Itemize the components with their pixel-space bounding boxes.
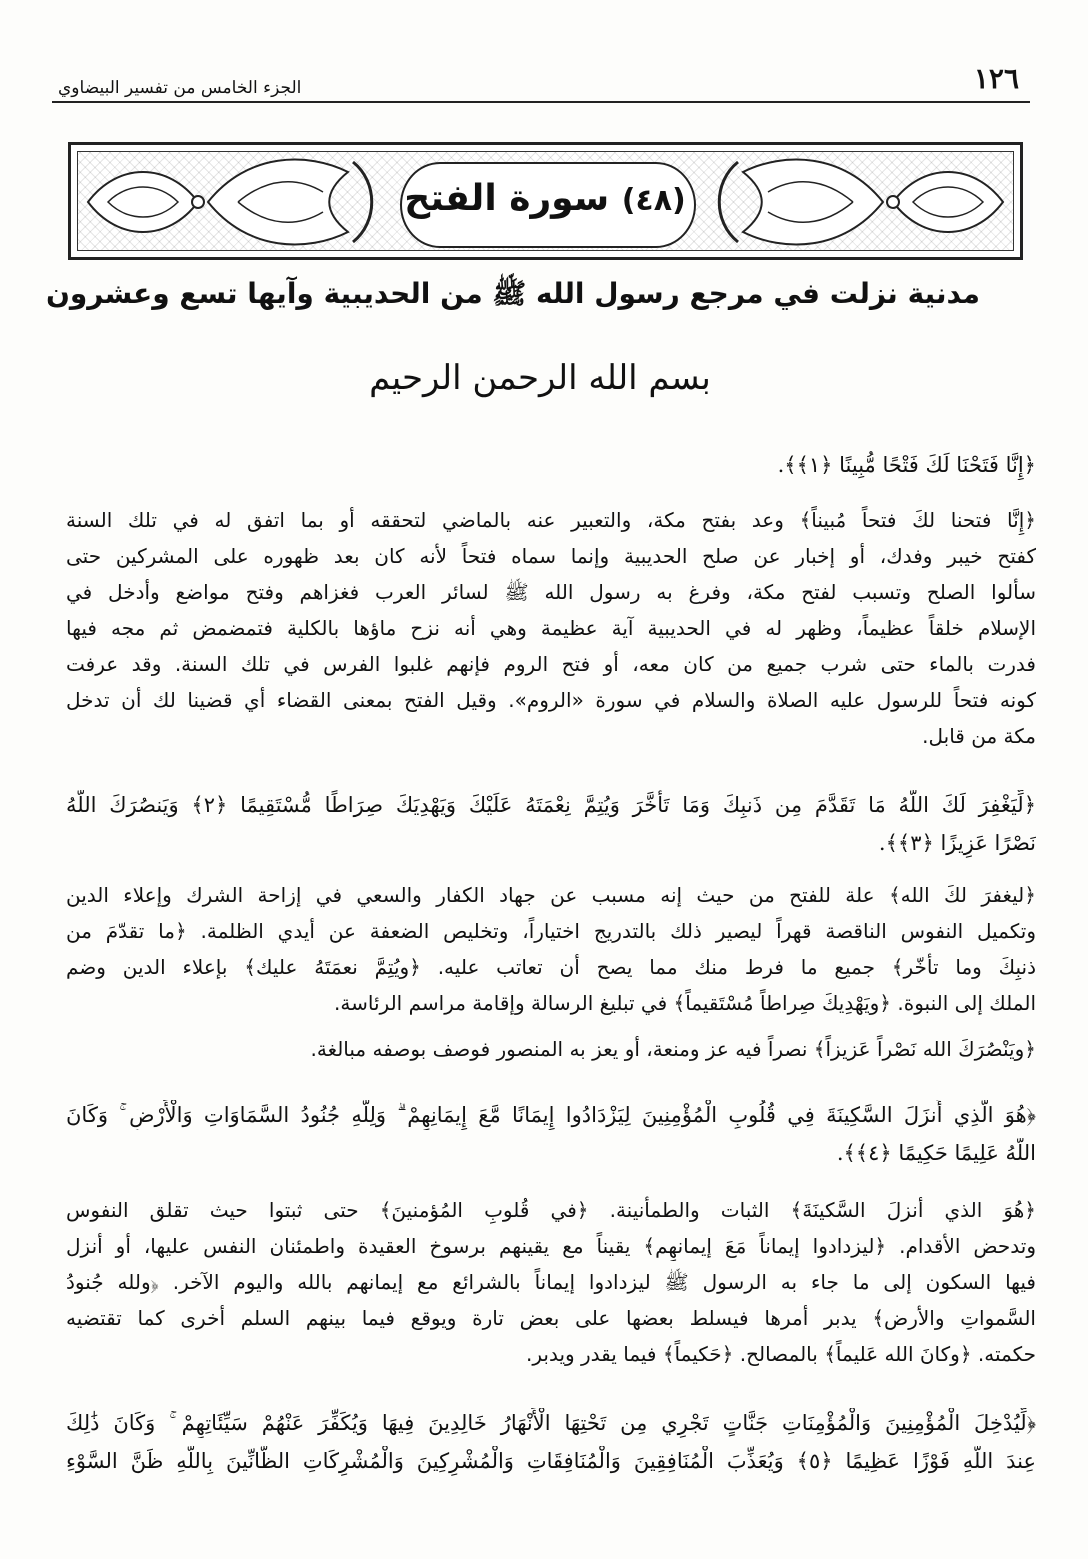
verse-line: ﴿هُوَ الَّذِي أَنزَلَ السَّكِينَةَ فِي قُلُوبِ الْمُؤْمِنِينَ لِيَزْدَادُوا إِيمَانًا مَّعَ إِيمَانِهِمْ ۗ وَلِلَّهِ جُنُودُ السَّمَاوَاتِ وَالْأَرْضِ ۚ وَكَانَ: [66, 1103, 1036, 1127]
surah-subtitle: مدنية نزلت في مرجع رسول الله ﷺ من الحديبية وآيها تسع وعشرون: [45, 277, 980, 310]
commentary-line: الإسلام خلقاً عظيماً، وظهر له في الحديبية آية عظيمة وهي أنه نزح ماؤها بالكلية فتمضمض ثم مجه فيها: [66, 616, 1036, 640]
commentary-line: فيها السكون إلى ما جاء به الرسول ﷺ ليزدادوا إيماناً بالشرائع مع إيمانهم بالله واليوم الآخر. ﴿ولله جُنودُ: [66, 1270, 1036, 1294]
commentary-line: السَّمواتِ والأرض﴾ يدبر أمرها فيسلط بعضها على بعض تارة ويوقع فيما بينهم السلم أخرى كما تقتضيه: [66, 1306, 1036, 1330]
arabesque-ornament-right: [693, 152, 1013, 252]
running-header: [52, 62, 1027, 102]
commentary-line: الملك إلى النبوة. ﴿ويَهْدِيكَ صِراطاً مُسْتَقيماً﴾ في تبليغ الرسالة وإقامة مراسم الرئاسة.: [334, 991, 1036, 1015]
page-number: ١٢٦: [973, 62, 1019, 95]
surah-title: سورة الفتح: [404, 178, 610, 219]
commentary-line: حكمته. ﴿وكانَ الله عَليماً﴾ بالمصالح. ﴿حَكيماً﴾ فيما يقدر ويدبر.: [525, 1342, 1036, 1366]
commentary-line: سألوا الصلح وتسبب لفتح مكة، وفرغ به رسول الله ﷺ لسائر العرب فغزاهم وفتح مواضع وأدخل في: [66, 580, 1036, 604]
banner-pattern: [77, 151, 1014, 251]
surah-title-line: [404, 178, 692, 219]
verse-line: عِندَ اللَّهِ فَوْزًا عَظِيمًا ﴿٥﴾ وَيُعَذِّبَ الْمُنَافِقِينَ وَالْمُنَافِقَاتِ وَالْمُشْرِكِينَ وَالْمُشْرِكَاتِ الظَّانِّينَ بِاللَّهِ ظَنَّ السَّوْءِ: [66, 1449, 1036, 1473]
commentary-line: ﴿إِنَّا فتحنا لكَ فتحاً مُبيناً﴾ وعد بفتح مكة، والتعبير عنه بالماضي لتحققه أو بما اتفق له في تلك السنة: [66, 508, 1036, 532]
commentary-line: كفتح خيبر وفدك، أو إخبار عن صلح الحديبية وإنما سماه فتحاً لأنه كان بعد ظهوره على المشركين حتى: [66, 544, 1036, 568]
verse-line: اللَّهُ عَلِيمًا حَكِيمًا ﴿٤﴾﴾.: [836, 1141, 1036, 1165]
commentary-line: ذنبِكَ وما تأخّر﴾ جميع ما فرط منك مما يصح أن تعاتب عليه. ﴿ويُتِمَّ نعمَتَهُ عليك﴾ بإعلاء الدين وضم: [66, 955, 1036, 979]
commentary-line: وتدحض الأقدام. ﴿ليزدادوا إيماناً مَعَ إيمانهِم﴾ يقيناً مع يقينهم برسوخ العقيدة واطمئنان النفس عليها، أو أنزل: [66, 1234, 1036, 1258]
book-title: الجزء الخامس من تفسير البيضاوي: [58, 78, 302, 98]
commentary-line: وتكميل النفوس الناقصة قهراً ليصير ذلك بالتدريج اختياراً، وتخليص الضعفة عن أيدي الظلمة. ﴿ما تقدّمَ من: [66, 919, 1036, 943]
verse-line: ﴿لِّيُدْخِلَ الْمُؤْمِنِينَ وَالْمُؤْمِنَاتِ جَنَّاتٍ تَجْرِي مِن تَحْتِهَا الْأَنْهَارُ خَالِدِينَ فِيهَا وَيُكَفِّرَ عَنْهُمْ سَيِّئَاتِهِمْ ۚ وَكَانَ ذَٰلِكَ: [66, 1411, 1036, 1435]
commentary-line: ﴿هُوَ الذي أنزلَ السَّكينَةَ﴾ الثبات والطمأنينة. ﴿في قُلوبِ المُؤمنينَ﴾ حتى ثبتوا حيث تقلق النفوس: [66, 1198, 1036, 1222]
commentary-line: كونه فتحاً للرسول عليه الصلاة والسلام في سورة «الروم». وقيل الفتح بمعنى القضاء أي قضينا لك أن تدخل: [66, 688, 1036, 712]
verse-line: ﴿إِنَّا فَتَحْنَا لَكَ فَتْحًا مُّبِينًا ﴿١﴾﴾.: [777, 453, 1036, 477]
basmala: بسم الله الرحمن الرحيم: [369, 358, 711, 398]
commentary-line: مكة من قابل.: [922, 724, 1036, 748]
surah-banner: [68, 142, 1023, 260]
header-rule: [52, 101, 1030, 103]
surah-number: (٤٨): [621, 183, 686, 218]
commentary-line: فدرت بالماء حتى شرب جميع من كان معه، أو فتح الروم فإنهم غلبوا الفرس في تلك السنة. وقد عرفت: [66, 652, 1036, 676]
surah-title-plate: [400, 162, 696, 248]
arabesque-ornament-left: [78, 152, 398, 252]
verse-line: نَصْرًا عَزِيزًا ﴿٣﴾﴾.: [878, 831, 1036, 855]
commentary-line: ﴿ويَنْصُرَكَ الله نَصْراً عَزيزاً﴾ نصراً فيه عز ومنعة، أو يعز به المنصور فوصف بوصفه مبالغة.: [310, 1037, 1036, 1061]
commentary-line: ﴿ليغفرَ لكَ الله﴾ علة للفتح من حيث إنه مسبب عن جهاد الكفار والسعي في إزاحة الشرك وإعلاء الدين: [66, 883, 1036, 907]
verse-line: ﴿لِّيَغْفِرَ لَكَ اللَّهُ مَا تَقَدَّمَ مِن ذَنبِكَ وَمَا تَأَخَّرَ وَيُتِمَّ نِعْمَتَهُ عَلَيْكَ وَيَهْدِيَكَ صِرَاطًا مُّسْتَقِيمًا ﴿٢﴾ وَيَنصُرَكَ اللَّهُ: [66, 793, 1036, 817]
